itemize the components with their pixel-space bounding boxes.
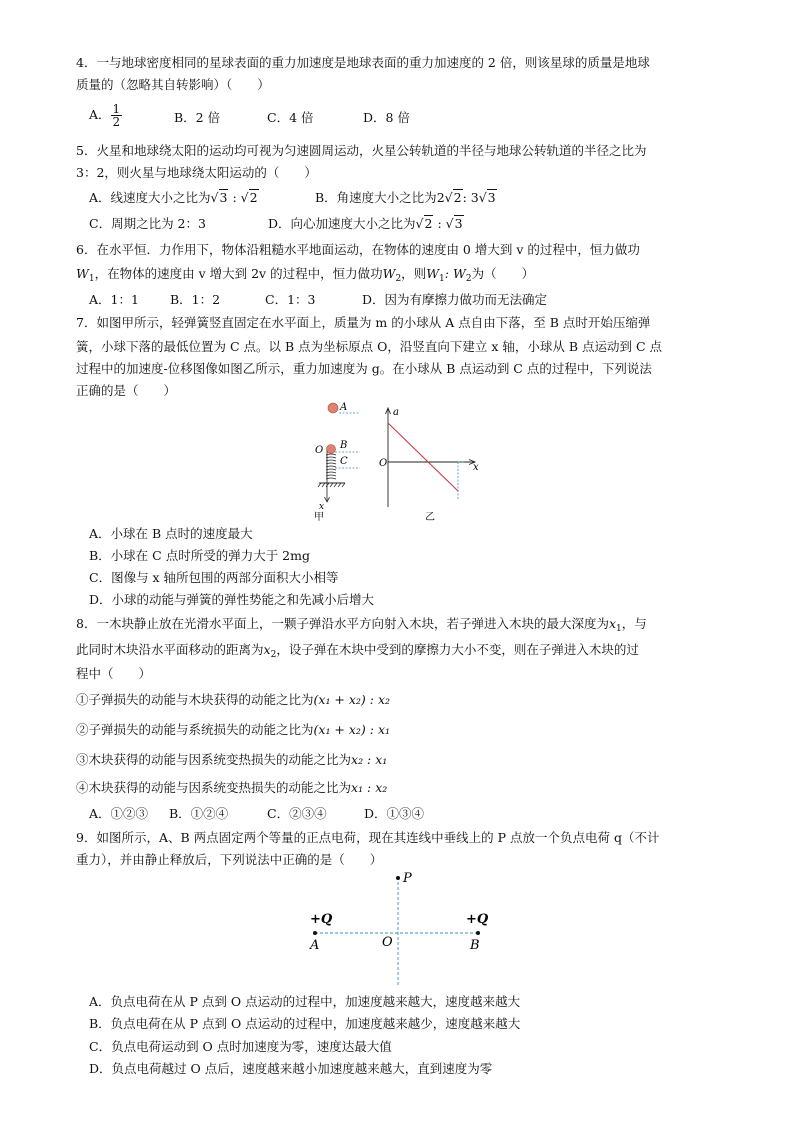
- q7-stem-line3: 过程中的加速度-位移图像如图乙所示，重力加速度为 g。在小球从 B 点运动到 C 点的过程中，下列说法: [76, 361, 652, 376]
- q9-option-a: A．负点电荷在从 P 点到 O 点运动的过程中，加速度越来越大，速度越来越大: [89, 994, 521, 1009]
- text: 为（ ）: [471, 266, 535, 281]
- q7-option-d: D．小球的动能与弹簧的弹性势能之和先减小后增大: [89, 592, 375, 607]
- q8-stem-line2: [76, 640, 639, 665]
- formula: x₂ : x₁: [351, 752, 388, 767]
- fraction: [111, 103, 123, 128]
- ball-at-a-icon: [328, 403, 338, 413]
- text: 8．一木块静止放在光滑水平面上，一颗子弹沿水平方向射入木块，若子弹进入木块的最大深度为: [76, 616, 609, 631]
- text: ，在物体的速度由 v 增大到 2v 的过程中，恒力做功: [94, 266, 383, 281]
- text: 此同时木块沿水平面移动的距离为: [76, 642, 264, 657]
- variable: x: [608, 616, 617, 631]
- text: ②子弹损失的动能与系统损失的动能之比为: [76, 722, 314, 737]
- q8-statement-2: [76, 720, 390, 740]
- text: ③木块获得的动能与因系统变热损失的动能之比为: [76, 752, 352, 767]
- subscript: 2: [395, 274, 402, 284]
- subscript: 2: [465, 274, 472, 284]
- sqrt: √3: [210, 190, 228, 205]
- fraction-numerator: 1: [112, 102, 121, 116]
- q8-option-a: A．①②③: [89, 806, 149, 821]
- radicand: 3: [219, 190, 228, 205]
- text: ①子弹损失的动能与木块获得的动能之比为: [76, 692, 314, 707]
- q6-option-a: A．1：1: [89, 292, 139, 307]
- label-o: O: [315, 445, 324, 456]
- text: ，则: [401, 266, 427, 281]
- caption-left: 甲: [314, 512, 324, 523]
- caption-right: 乙: [425, 512, 435, 523]
- sqrt: √2: [415, 216, 433, 231]
- q6-option-d: D．因为有摩擦力做功而无法确定: [362, 292, 548, 307]
- label-charge-a: +Q: [310, 912, 333, 927]
- label-o: O: [382, 935, 393, 950]
- q4-option-d: D．8 倍: [363, 110, 410, 125]
- label-p: P: [403, 871, 412, 886]
- q6-stem-line2: [76, 264, 534, 289]
- ratio-colon: : 3: [462, 190, 479, 205]
- spring-icon: [326, 454, 336, 479]
- q5-option-a: [89, 188, 259, 208]
- q5-stem-line2: 3：2，则火星与地球绕太阳运动的（ ）: [76, 165, 317, 180]
- q7-stem-line1: 7．如图甲所示，轻弹簧竖直固定在水平面上，质量为 m 的小球从 A 点自由下落，至 B 点时开始压缩弹: [76, 315, 651, 330]
- q5-option-d-text: D．向心加速度大小之比为: [268, 216, 416, 231]
- sqrt: √2: [444, 190, 462, 205]
- variable: : W: [444, 266, 466, 281]
- radicand: 2: [249, 190, 258, 205]
- point-p-dot: [396, 876, 400, 880]
- ground-hatch-icon: [318, 483, 345, 487]
- label-b: B: [340, 440, 348, 451]
- point-b-dot: [476, 931, 480, 935]
- q4-option-b: B．2 倍: [174, 110, 221, 125]
- radicand: 2: [424, 216, 433, 231]
- radicand: 3: [487, 190, 496, 205]
- label-a: A: [340, 402, 348, 413]
- text: ，与: [621, 616, 647, 631]
- label-b: B: [470, 938, 480, 953]
- axis-label-a: a: [393, 407, 399, 418]
- q8-option-c: C．②③④: [267, 806, 327, 821]
- variable: W: [382, 266, 396, 281]
- text: ④木块获得的动能与因系统变热损失的动能之比为: [76, 780, 352, 795]
- q4-stem-line1: 4．一与地球密度相同的星球表面的重力加速度是地球表面的重力加速度的 2 倍，则该星球的质量是地球: [76, 55, 650, 70]
- q8-statement-4: [76, 778, 387, 798]
- subscript: 1: [88, 274, 95, 284]
- q5-option-b: [315, 188, 497, 208]
- q5-option-a-text: A．线速度大小之比为: [89, 190, 211, 205]
- coefficient: 2: [436, 190, 445, 205]
- radicand: 2: [453, 190, 462, 205]
- q8-statement-1: [76, 690, 390, 710]
- q8-stem-line1: [76, 614, 647, 639]
- q7-option-b: B．小球在 C 点时所受的弹力大于 2mg: [89, 548, 310, 563]
- q9-stem-line2: 重力），并由静止释放后，下列说法中正确的是（ ）: [76, 852, 383, 867]
- q5-option-d: [268, 214, 464, 234]
- q4-option-a-label: A．: [89, 107, 111, 122]
- q9-figure: [300, 865, 500, 990]
- q7-stem-line2: 簧，小球下落的最低位置为 C 点。以 B 点为坐标原点 O，沿竖直向下建立 x 轴，小球从 B 点运动到 C 点: [76, 339, 663, 354]
- label-charge-b: +Q: [466, 912, 489, 927]
- fraction-denominator: 2: [112, 115, 121, 129]
- q9-option-b: B．负点电荷在从 P 点到 O 点运动的过程中，加速度越来越少，速度越来越大: [89, 1016, 521, 1031]
- label-c: C: [340, 456, 348, 467]
- q4-option-a: [89, 103, 122, 128]
- q9-option-d: D．负点电荷越过 O 点后，速度越来越小加速度越来越大，直到速度为零: [89, 1061, 493, 1076]
- point-a-dot: [313, 931, 317, 935]
- q8-stem-line3: 程中（ ）: [76, 666, 152, 681]
- variable: W: [426, 266, 440, 281]
- q8-option-b: B．①②④: [169, 806, 229, 821]
- a-x-graph-line: [388, 423, 458, 491]
- label-x-spring: x: [319, 502, 325, 512]
- subscript: 1: [439, 274, 445, 284]
- formula: x₁ : x₂: [351, 780, 388, 795]
- formula: (x₁ + x₂) : x₂: [313, 692, 391, 707]
- q7-option-a: A．小球在 B 点时的速度最大: [89, 526, 253, 541]
- axis-label-x: x: [473, 462, 479, 473]
- axis-label-o: O: [379, 458, 388, 469]
- label-a: A: [310, 938, 320, 953]
- ball-at-b-icon: [327, 445, 336, 454]
- ratio-colon: :: [437, 216, 442, 231]
- q8-statement-3: [76, 750, 387, 770]
- q4-option-c: C．4 倍: [267, 110, 314, 125]
- q7-option-c: C．图像与 x 轴所包围的两部分面积大小相等: [89, 570, 339, 585]
- variable: x: [263, 642, 271, 657]
- q8-option-d: D．①③④: [364, 806, 425, 821]
- variable: W: [76, 266, 89, 281]
- ratio-colon: :: [232, 190, 237, 205]
- subscript: 2: [270, 650, 277, 660]
- subscript: 1: [616, 624, 622, 634]
- q4-stem-line2: 质量的（忽略其自转影响）（ ）: [76, 77, 270, 92]
- q6-option-b: B．1：2: [170, 292, 221, 307]
- text: ，设子弹在木块中受到的摩擦力大小不变，则在子弹进入木块的过: [276, 642, 639, 657]
- sqrt: √3: [478, 190, 496, 205]
- radicand: 3: [454, 216, 463, 231]
- formula: (x₁ + x₂) : x₁: [313, 722, 391, 737]
- sqrt: √3: [445, 216, 463, 231]
- q5-stem-line1: 5．火星和地球绕太阳的运动均可视为匀速圆周运动，火星公转轨道的半径与地球公转轨道的半径之比为: [76, 143, 647, 158]
- q5-option-c: C．周期之比为 2：3: [89, 216, 206, 231]
- q5-option-b-text: B．角速度大小之比为: [315, 190, 437, 205]
- q6-option-c: C．1：3: [265, 292, 316, 307]
- q9-stem-line1: 9．如图所示，A、B 两点固定两个等量的正点电荷，现在其连线中垂线上的 P 点放一个负点电荷 q（不计: [76, 830, 660, 845]
- q9-option-c: C．负点电荷运动到 O 点时加速度为零，速度达最大值: [89, 1039, 392, 1054]
- q7-stem-line4: 正确的是（ ）: [76, 383, 177, 398]
- q7-figure: [305, 395, 495, 525]
- q6-stem-line1: 6．在水平恒．力作用下，物体沿粗糙水平地面运动，在物体的速度由 0 增大到 v 的过程中，恒力做功: [76, 242, 640, 257]
- sqrt: √2: [240, 190, 258, 205]
